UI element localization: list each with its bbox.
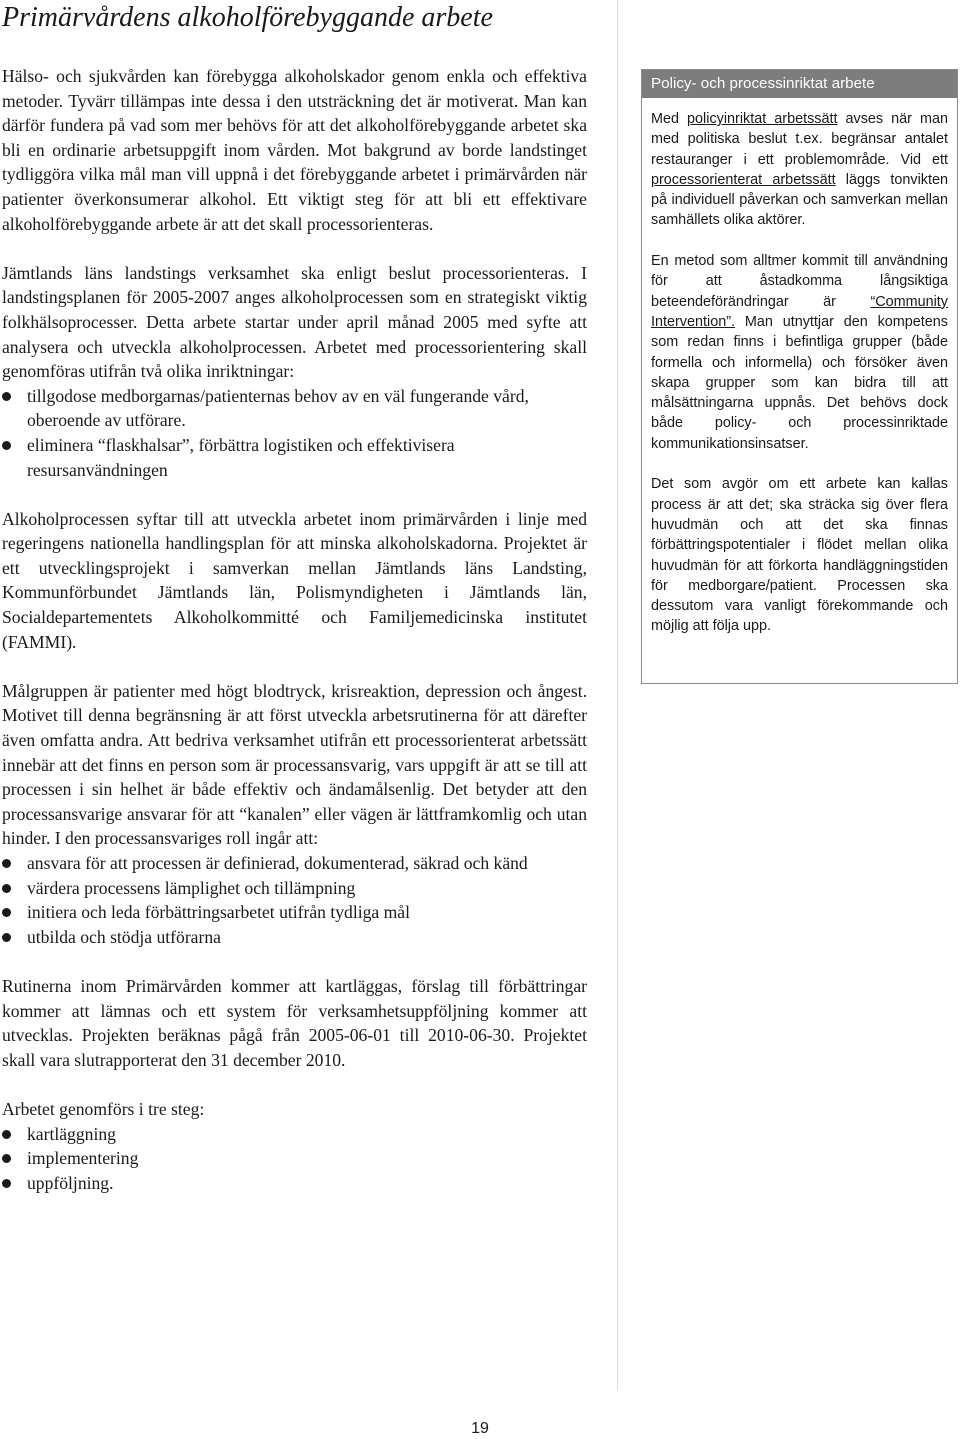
- list-item: initiera och leda förbättringsarbetet utifrån tydliga mål: [2, 900, 587, 925]
- list-item: utbilda och stödja utförarna: [2, 925, 587, 950]
- list-responsibilities: [2, 851, 587, 949]
- paragraph-target-group: Målgruppen är patienter med högt blodtryck, krisreaktion, depression och ångest. Motivet till denna begränsning är att först utveckla arbetsrutinerna för att därefter även omfatta andra. Att bedriva verksamhet utifrån ett processorienterat arbetssätt innebär att det finns en person som är processansvarig, vars uppgift är att se till att processen i sin helhet är både effektiv och ändamålsenlig. Det betyder att den processansvarige ansvarar för att “kanalen” eller vägen är lättframkomlig och utan hinder. I den processansvariges roll ingår att:: [2, 680, 587, 849]
- sidebar-paragraph-1: Med policyinriktat arbetssätt avses när man med politiska beslut t.ex. begränsar antalet restauranger i ett problemområde. Vid ett processorienterat arbetssätt läggs tonvikten på individuell påverkan och samverkan mellan samhällets olika aktörer.: [651, 111, 949, 229]
- bullet-icon: [2, 933, 11, 942]
- paragraph-intro: Hälso- och sjukvården kan förebygga alkoholskador genom enkla och effektiva metoder. Tyvärr tillämpas inte dessa i den utsträckning det är motiverat. Man kan därför fundera på vad som mer behövs för att det alkoholförebyggande arbetet ska bli en ordinarie arbetsuppgift inom vården. Mot bakgrund av borde landstinget tydliggöra vilka mål man vill uppnå i det förebyggande arbetet i primärvården när patienter överkonsumerar alkohol. Ett viktigt steg för att bli ett effektivare alkoholförebyggande arbete är att det skall processorienteras.: [2, 66, 587, 234]
- main-column: [2, 0, 587, 1195]
- bullet-icon: [2, 884, 11, 893]
- list-item: ansvara för att processen är definierad, dokumenterad, säkrad och känd: [2, 851, 587, 876]
- paragraph-steps: Arbetet genomförs i tre steg:: [2, 1098, 205, 1119]
- paragraph-routines: Rutinerna inom Primärvården kommer att kartläggas, förslag till förbättringar kommer att lämnas och ett system för verksamhetsuppföljning kommer att utvecklas. Projekten beräknas pågå från 2005-06-01 till 2010-06-30. Projektet skall vara slutrapporterat den 31 december 2010.: [2, 975, 587, 1070]
- paragraph-project: Alkoholprocessen syftar till att utveckla arbetet inom primärvården i linje med regeringens nationella handlingsplan för att minska alkoholskadorna. Projektet är ett utvecklingsprojekt i samverkan mellan Jämtlands läns Landsting, Kommunförbundet Jämtlands län, Polismyndigheten i Jämtlands län, Socialdepartementets Alkoholkommitté och Familjemedicinska institutet (FAMMI).: [2, 508, 587, 652]
- bullet-icon: [2, 1130, 11, 1139]
- bullet-icon: [2, 392, 11, 401]
- sidebar-paragraph-2: En metod som alltmer kommit till användning för att åstadkomma långsiktiga beteendeförändringar är “Community Intervention”. Man utnyttjar den kompetens som redan finns i befintliga grupper (både formella och informella) och försöker även skapa grupper som kan bidra till att målsättningarna uppnås. Det behövs dock både policy- och processinriktade kommunikationsinsatser.: [651, 253, 948, 452]
- list-item: eliminera “flaskhalsar”, förbättra logistiken och effektivisera resursanvändningen: [2, 433, 587, 482]
- column-divider: [617, 0, 618, 1390]
- list-item: värdera processens lämplighet och tillämpning: [2, 876, 587, 901]
- list-inriktningar: [2, 384, 587, 482]
- bullet-icon: [2, 908, 11, 917]
- bullet-icon: [2, 1179, 11, 1188]
- list-item: tillgodose medborgarnas/patienternas behov av en väl fungerande vård, oberoende av utförare.: [2, 384, 587, 433]
- term-policyinriktat: policyinriktat arbetssätt: [687, 111, 838, 127]
- term-community-intervention: “Community Intervention”.: [651, 293, 948, 330]
- list-item: implementering: [2, 1146, 587, 1171]
- sidebar-heading: Policy- och processinriktat arbete: [642, 70, 957, 98]
- sidebar-paragraph-3: Det som avgör om ett arbete kan kallas process är att det; ska sträcka sig över flera huvudmän och att det ska finnas förbättringspotentialer i flödet mellan olika huvudmän för att förkorta handläggningstiden för medborgare/patient. Processen ska dessutom vara vanligt förekommande och möjlig att följa upp.: [651, 476, 948, 635]
- sidebar-body: [642, 98, 957, 637]
- bullet-icon: [2, 441, 11, 450]
- term-processorienterat: processorienterat arbetssätt: [651, 171, 836, 188]
- list-steps: [2, 1122, 587, 1196]
- page-number: 19: [471, 1420, 489, 1437]
- list-item: uppföljning.: [2, 1171, 587, 1196]
- list-item: kartläggning: [2, 1122, 587, 1147]
- sidebar-box: [641, 69, 958, 684]
- bullet-icon: [2, 1154, 11, 1163]
- bullet-icon: [2, 859, 11, 868]
- paragraph-process: Jämtlands läns landstings verksamhet ska enligt beslut processorienteras. I landstingsplanen för 2005-2007 anges alkoholprocessen som en strategiskt viktig folkhälsoprocesser. Detta arbete startar under april månad 2005 med syfte att analysera och utveckla alkoholprocessen. Arbetet med processorientering skall genomföras utifrån två olika inriktningar:: [2, 262, 587, 382]
- page-title: Primärvårdens alkoholförebyggande arbete: [2, 2, 493, 33]
